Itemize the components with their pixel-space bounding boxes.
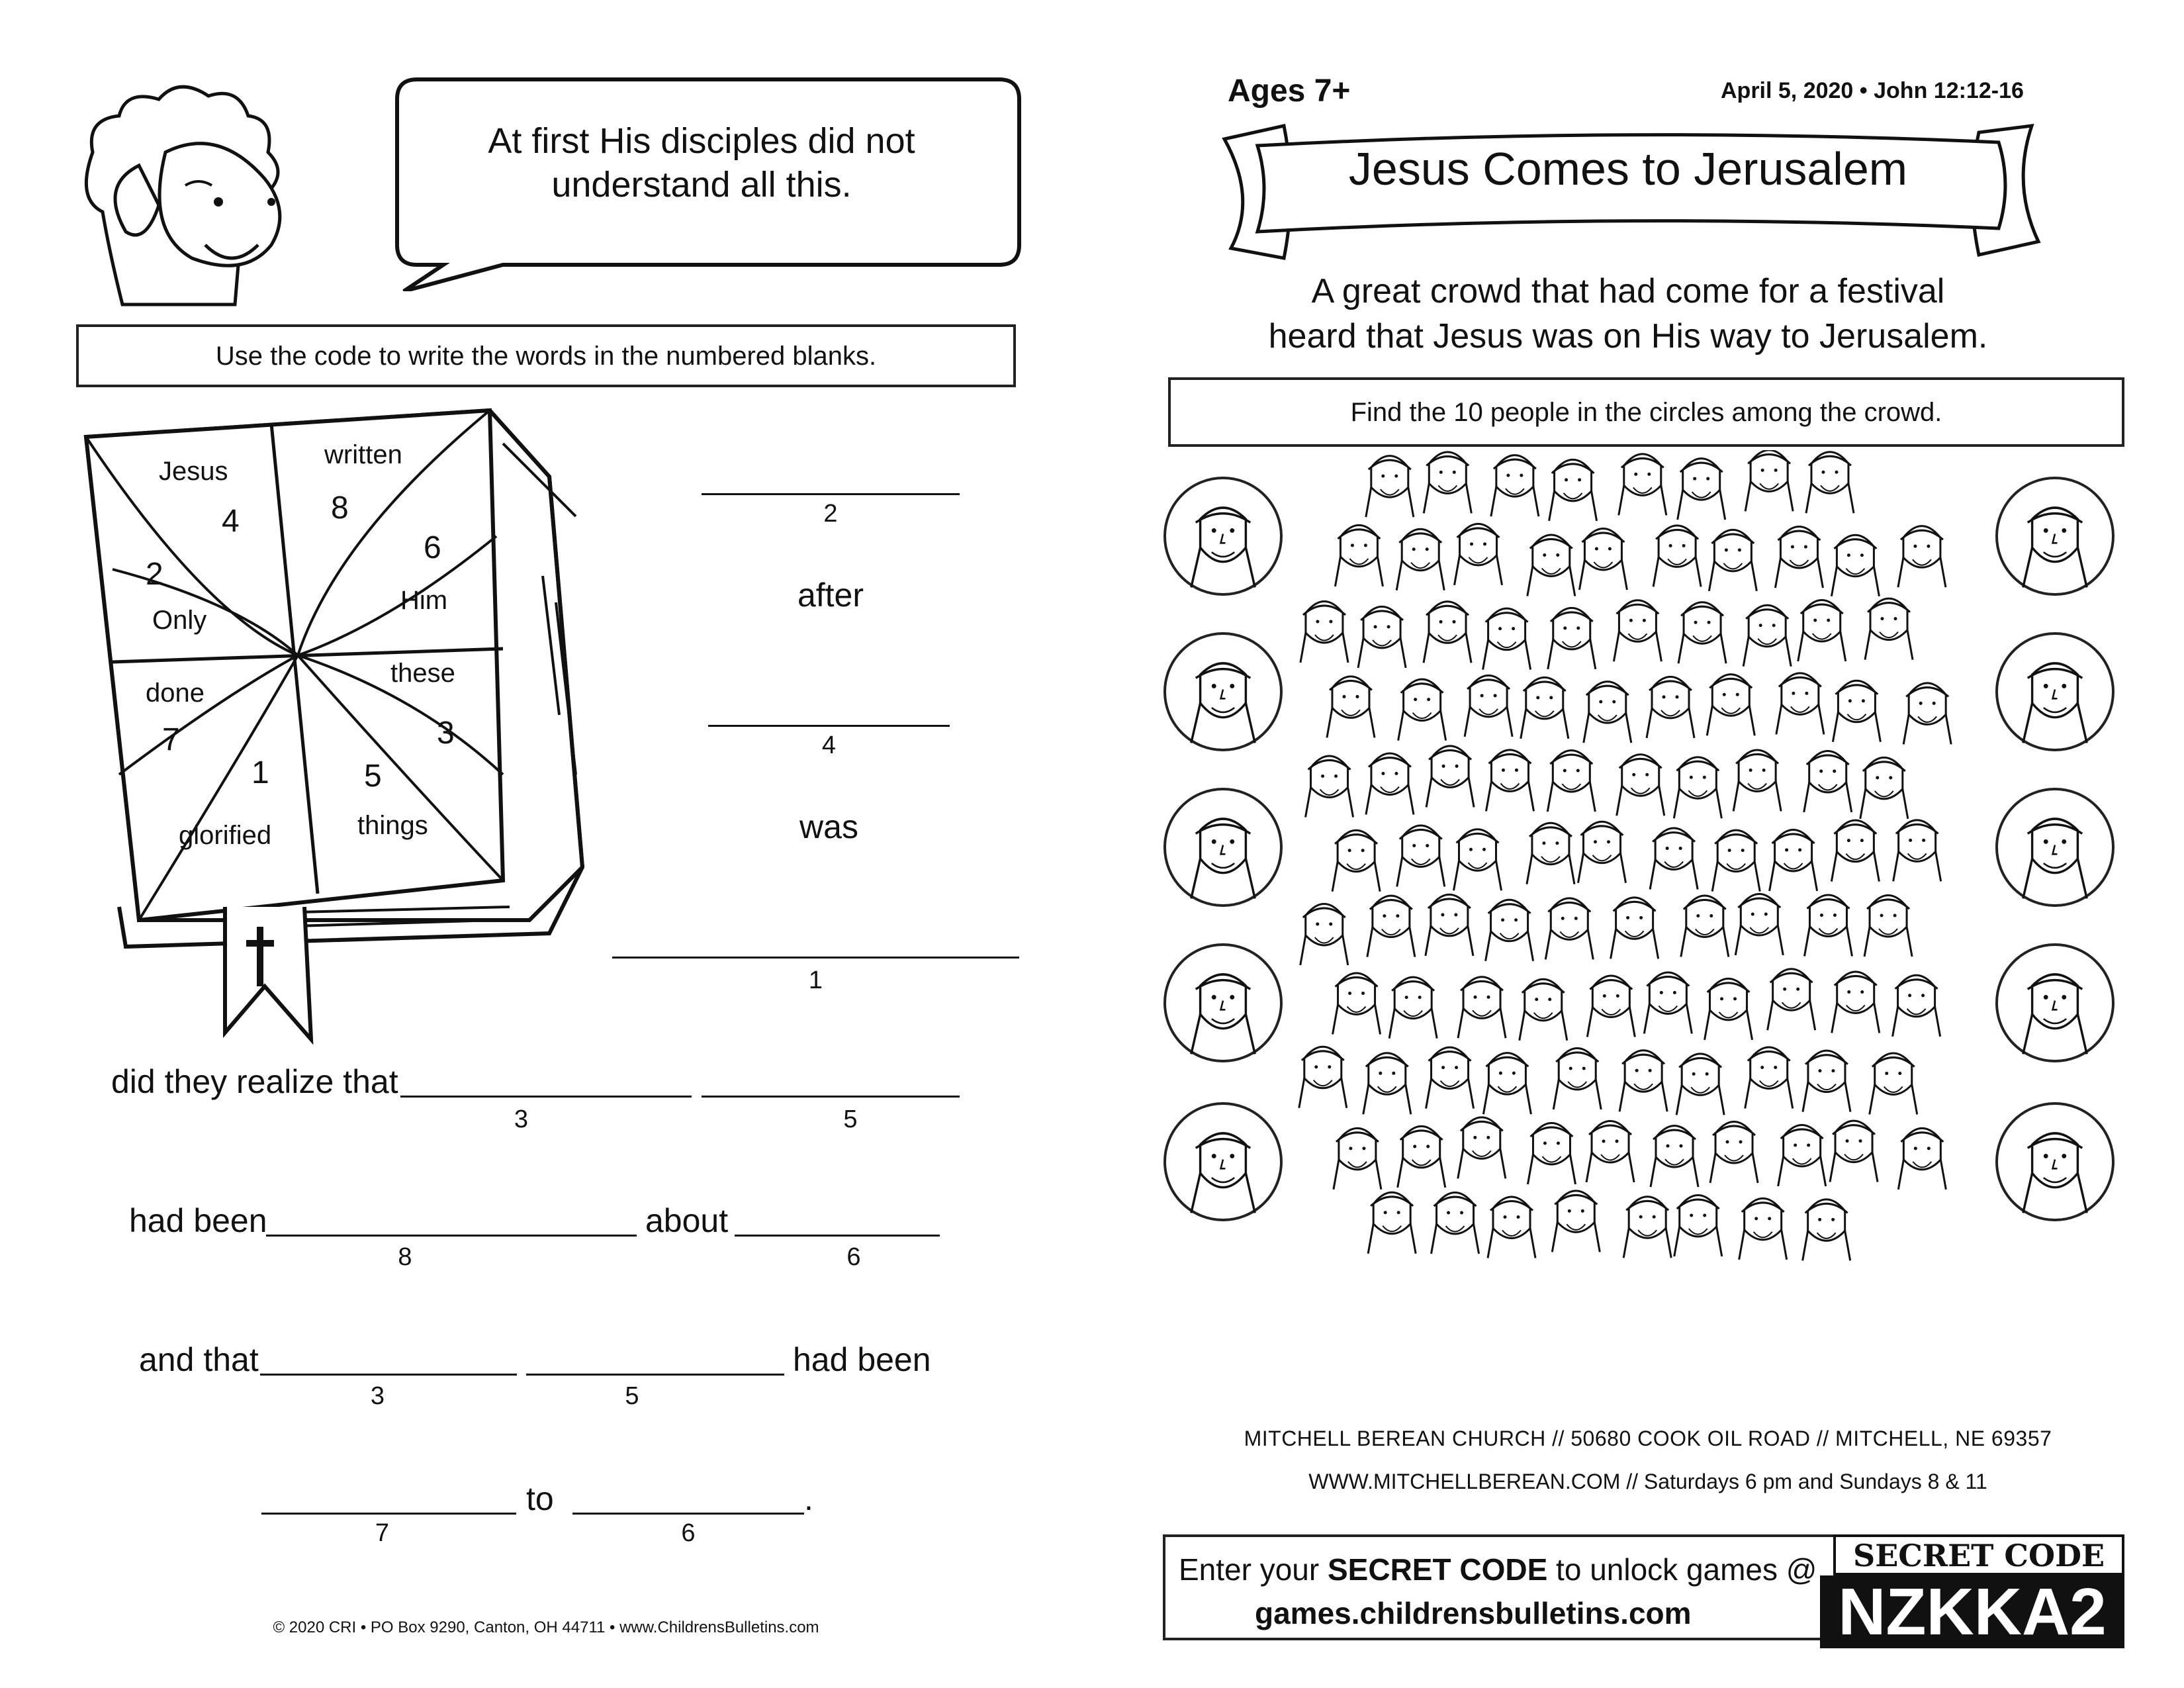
blank-6a[interactable] [735, 1235, 940, 1237]
crowd-person [1527, 535, 1575, 596]
crowd-person [1455, 524, 1502, 585]
crowd-person [1644, 972, 1692, 1034]
crowd-person [1545, 898, 1593, 960]
crowd-person [1619, 1051, 1667, 1112]
blank-5a[interactable] [702, 1096, 960, 1098]
crowd-person [1864, 895, 1912, 957]
crowd-person [1776, 673, 1824, 735]
crowd-person [1833, 680, 1880, 742]
instruction-text: Use the code to write the words in the numbered blanks. [215, 342, 877, 371]
crowd-person [1893, 975, 1940, 1037]
crowd-person [1389, 977, 1437, 1039]
code-number: 6 [424, 530, 441, 565]
code-number: 2 [146, 557, 163, 592]
circle-face-2[interactable] [1163, 632, 1283, 751]
crowd-person [1397, 825, 1445, 887]
crowd-person [1705, 978, 1752, 1040]
circle-face-6[interactable] [1995, 477, 2115, 596]
crowd-person [1299, 1047, 1347, 1108]
crowd-person [1778, 1125, 1826, 1186]
crowd-person [1426, 1047, 1474, 1109]
blank-number: 6 [681, 1519, 696, 1547]
crowd-person [1678, 602, 1726, 664]
blank-number: 1 [808, 966, 823, 994]
subtitle-line-2: heard that Jesus was on His way to Jerusalem. [1268, 317, 1988, 355]
circle-face-4[interactable] [1163, 943, 1283, 1062]
instruction-box [76, 324, 1016, 387]
code-number: 1 [251, 755, 269, 790]
crowd-person [1486, 750, 1533, 812]
crowd-person [1681, 896, 1729, 957]
enter-pre: Enter your [1179, 1552, 1328, 1587]
crowd-person [1458, 1117, 1506, 1179]
blank-4[interactable] [708, 725, 950, 727]
crowd-person [1806, 452, 1854, 514]
blank-5b[interactable] [526, 1374, 784, 1376]
crowd-person [1614, 600, 1661, 662]
text-and-that: and that [139, 1341, 259, 1378]
crowd-person [1617, 755, 1664, 816]
circle-face-7[interactable] [1995, 632, 2115, 751]
copyright: © 2020 CRI • PO Box 9290, Canton, OH 44711 • www.ChildrensBulletins.com [273, 1618, 819, 1636]
crowd-person [1488, 1197, 1535, 1258]
circle-face-10[interactable] [1995, 1102, 2115, 1221]
crowd-person [1804, 895, 1852, 957]
crowd-person [1611, 898, 1659, 959]
crowd-person [1653, 526, 1701, 587]
code-word: these [390, 659, 455, 688]
crowd-person [1398, 1126, 1445, 1188]
crowd-person [1366, 456, 1414, 518]
enter-post: to unlock games @ [1547, 1552, 1817, 1587]
crowd-person [1743, 605, 1791, 667]
code-word: Jesus [159, 457, 228, 486]
code-number: 8 [331, 491, 349, 526]
crowd-person [1710, 1121, 1758, 1183]
crowd-person [1709, 530, 1756, 591]
blank-number: 5 [843, 1105, 858, 1133]
crowd-person [1426, 894, 1473, 956]
circle-face-3[interactable] [1163, 788, 1283, 907]
crowd-person [1527, 823, 1574, 884]
crowd-person [1300, 601, 1348, 663]
date-reference: April 5, 2020 • John 12:12-16 [1721, 78, 2024, 103]
period: . [804, 1480, 813, 1517]
crowd-person [1678, 459, 1725, 520]
crowd-person [1768, 969, 1815, 1031]
circle-face-8[interactable] [1995, 788, 2115, 907]
crowd-person [1831, 820, 1879, 882]
crowd-person [1491, 455, 1539, 517]
blank-7[interactable] [261, 1513, 516, 1515]
secret-code-value: NZKKA2 [1820, 1575, 2124, 1648]
speech-bubble [390, 73, 1026, 291]
speech-text: At first His disciples did not understand all this. [488, 121, 915, 205]
crowd-person [1553, 1048, 1601, 1109]
church-website: WWW.MITCHELLBEREAN.COM // Saturdays 6 pm and Sundays 8 & 11 [1308, 1470, 1987, 1493]
crowd-person [1333, 973, 1381, 1035]
crowd-person [1674, 757, 1721, 819]
blank-number: 3 [514, 1105, 529, 1133]
code-number: 3 [437, 716, 455, 751]
code-number: 7 [162, 722, 180, 757]
crowd-person [1327, 677, 1375, 738]
crowd-person [1865, 598, 1913, 660]
code-book [73, 404, 615, 1066]
blank-1[interactable] [612, 957, 1019, 959]
crowd-person [1619, 454, 1666, 516]
crowd-person [1647, 677, 1694, 738]
crowd-person [1465, 675, 1512, 737]
crowd-person [1547, 751, 1595, 812]
crowd-person [1426, 746, 1474, 808]
code-word: written [324, 440, 402, 469]
crowd-person [1735, 894, 1783, 956]
crowd-person [1424, 602, 1471, 663]
code-word: glorified [179, 821, 272, 850]
crowd-person [1483, 608, 1531, 670]
crowd-person [1798, 600, 1846, 662]
crowd-illustration[interactable] [1297, 450, 1992, 1278]
crowd-person [1587, 976, 1635, 1037]
crowd-person [1398, 679, 1446, 741]
crowd-person [1368, 1192, 1416, 1254]
word-was: was [799, 808, 858, 845]
text-had-been: had been [129, 1202, 267, 1239]
crowd-person [1363, 1053, 1411, 1115]
crowd-person [1483, 1053, 1531, 1115]
crowd-person [1712, 830, 1760, 892]
crowd-person [1552, 1191, 1600, 1252]
code-number: 5 [364, 759, 382, 794]
crowd-person [1770, 829, 1817, 891]
blank-3a[interactable] [400, 1096, 692, 1098]
crowd-person [1578, 821, 1625, 883]
blank-number: 7 [375, 1519, 390, 1547]
crowd-person [1458, 977, 1506, 1039]
word-after: after [797, 577, 864, 614]
crowd-person [1903, 683, 1951, 745]
crowd-person [1707, 675, 1754, 735]
text-did-they-realize: did they realize that [111, 1063, 398, 1100]
blank-number: 6 [846, 1243, 861, 1271]
blank-3b[interactable] [260, 1374, 517, 1376]
crowd-person [1586, 1121, 1634, 1183]
code-number: 4 [222, 504, 240, 539]
crowd-person [1527, 1123, 1575, 1184]
crowd-person [1739, 1198, 1787, 1260]
crowd-person [1334, 1128, 1381, 1190]
crowd-person [1676, 1054, 1724, 1115]
crowd-person [1650, 828, 1698, 890]
crowd-person [1579, 528, 1627, 590]
crowd-person [1332, 830, 1380, 892]
crowd-person [1300, 904, 1348, 965]
enter-bold: SECRET CODE [1328, 1552, 1548, 1587]
page-title: Jesus Comes to Jerusalem [1348, 143, 1908, 195]
code-word: Him [400, 586, 448, 615]
blank-6b[interactable] [572, 1513, 804, 1515]
blank-number: 8 [398, 1243, 412, 1271]
church-address: MITCHELL BEREAN CHURCH // 50680 COOK OIL ROAD // MITCHELL, NE 69357 [1244, 1427, 2052, 1450]
text-to: to [526, 1480, 554, 1517]
crowd-person [1486, 900, 1533, 961]
crowd-person [1674, 1196, 1722, 1257]
crowd-person [1548, 608, 1596, 669]
crowd-person [1651, 1126, 1698, 1188]
text-about: about [645, 1202, 729, 1239]
circle-face-5[interactable] [1163, 1102, 1283, 1221]
crowd-person [1306, 756, 1353, 818]
crowd-person [1549, 459, 1597, 521]
instruction-box-right [1168, 377, 2124, 447]
circle-face-9[interactable] [1995, 943, 2115, 1062]
crowd-person [1860, 757, 1908, 819]
crowd-person [1804, 751, 1852, 812]
crowd-person [1803, 1051, 1850, 1112]
crowd-person [1367, 896, 1415, 957]
crowd-person [1893, 820, 1941, 882]
crowd-person [1454, 829, 1502, 891]
lamb-illustration [53, 73, 397, 338]
crowd-person [1733, 750, 1781, 812]
crowd-person [1520, 979, 1567, 1041]
instruction-text-right: Find the 10 people in the circles among the crowd. [1350, 398, 1942, 427]
text-had-been-2: had been [793, 1341, 931, 1378]
crowd-person [1745, 1047, 1793, 1109]
crowd-person [1870, 1053, 1917, 1115]
crowd-person [1424, 452, 1471, 514]
crowd-person [1396, 529, 1444, 590]
crowd-person [1898, 1128, 1946, 1190]
crowd-person [1832, 972, 1880, 1033]
crowd-person [1432, 1193, 1479, 1254]
blank-number: 3 [370, 1382, 385, 1410]
crowd-person [1830, 1121, 1878, 1182]
subtitle-line-1: A great crowd that had come for a festival [1311, 272, 1945, 310]
code-word: done [146, 679, 205, 708]
enter-code-text [1179, 1552, 1817, 1587]
games-link[interactable]: games.childrensbulletins.com [1255, 1596, 1692, 1630]
crowd-person [1803, 1199, 1850, 1261]
blank-2[interactable] [702, 493, 960, 495]
circle-face-1[interactable] [1163, 477, 1283, 596]
code-word: Only [152, 606, 207, 635]
crowd-person [1584, 682, 1631, 743]
code-word: things [357, 811, 428, 840]
blank-number: 4 [821, 731, 837, 759]
blank-8[interactable] [266, 1235, 637, 1237]
blank-number: 2 [823, 500, 838, 528]
title-banner [1185, 113, 2071, 271]
crowd-person [1366, 753, 1414, 815]
crowd-person [1775, 527, 1823, 588]
crowd-person [1521, 677, 1569, 739]
crowd-person [1358, 606, 1406, 668]
crowd-person [1745, 450, 1793, 511]
ages-label: Ages 7+ [1228, 73, 1351, 109]
blank-number: 5 [625, 1382, 639, 1410]
crowd-person [1831, 535, 1879, 596]
crowd-person [1335, 525, 1383, 586]
crowd-person [1623, 1197, 1671, 1258]
crowd-person [1898, 526, 1946, 588]
secret-code-label: SECRET CODE [1833, 1534, 2124, 1575]
